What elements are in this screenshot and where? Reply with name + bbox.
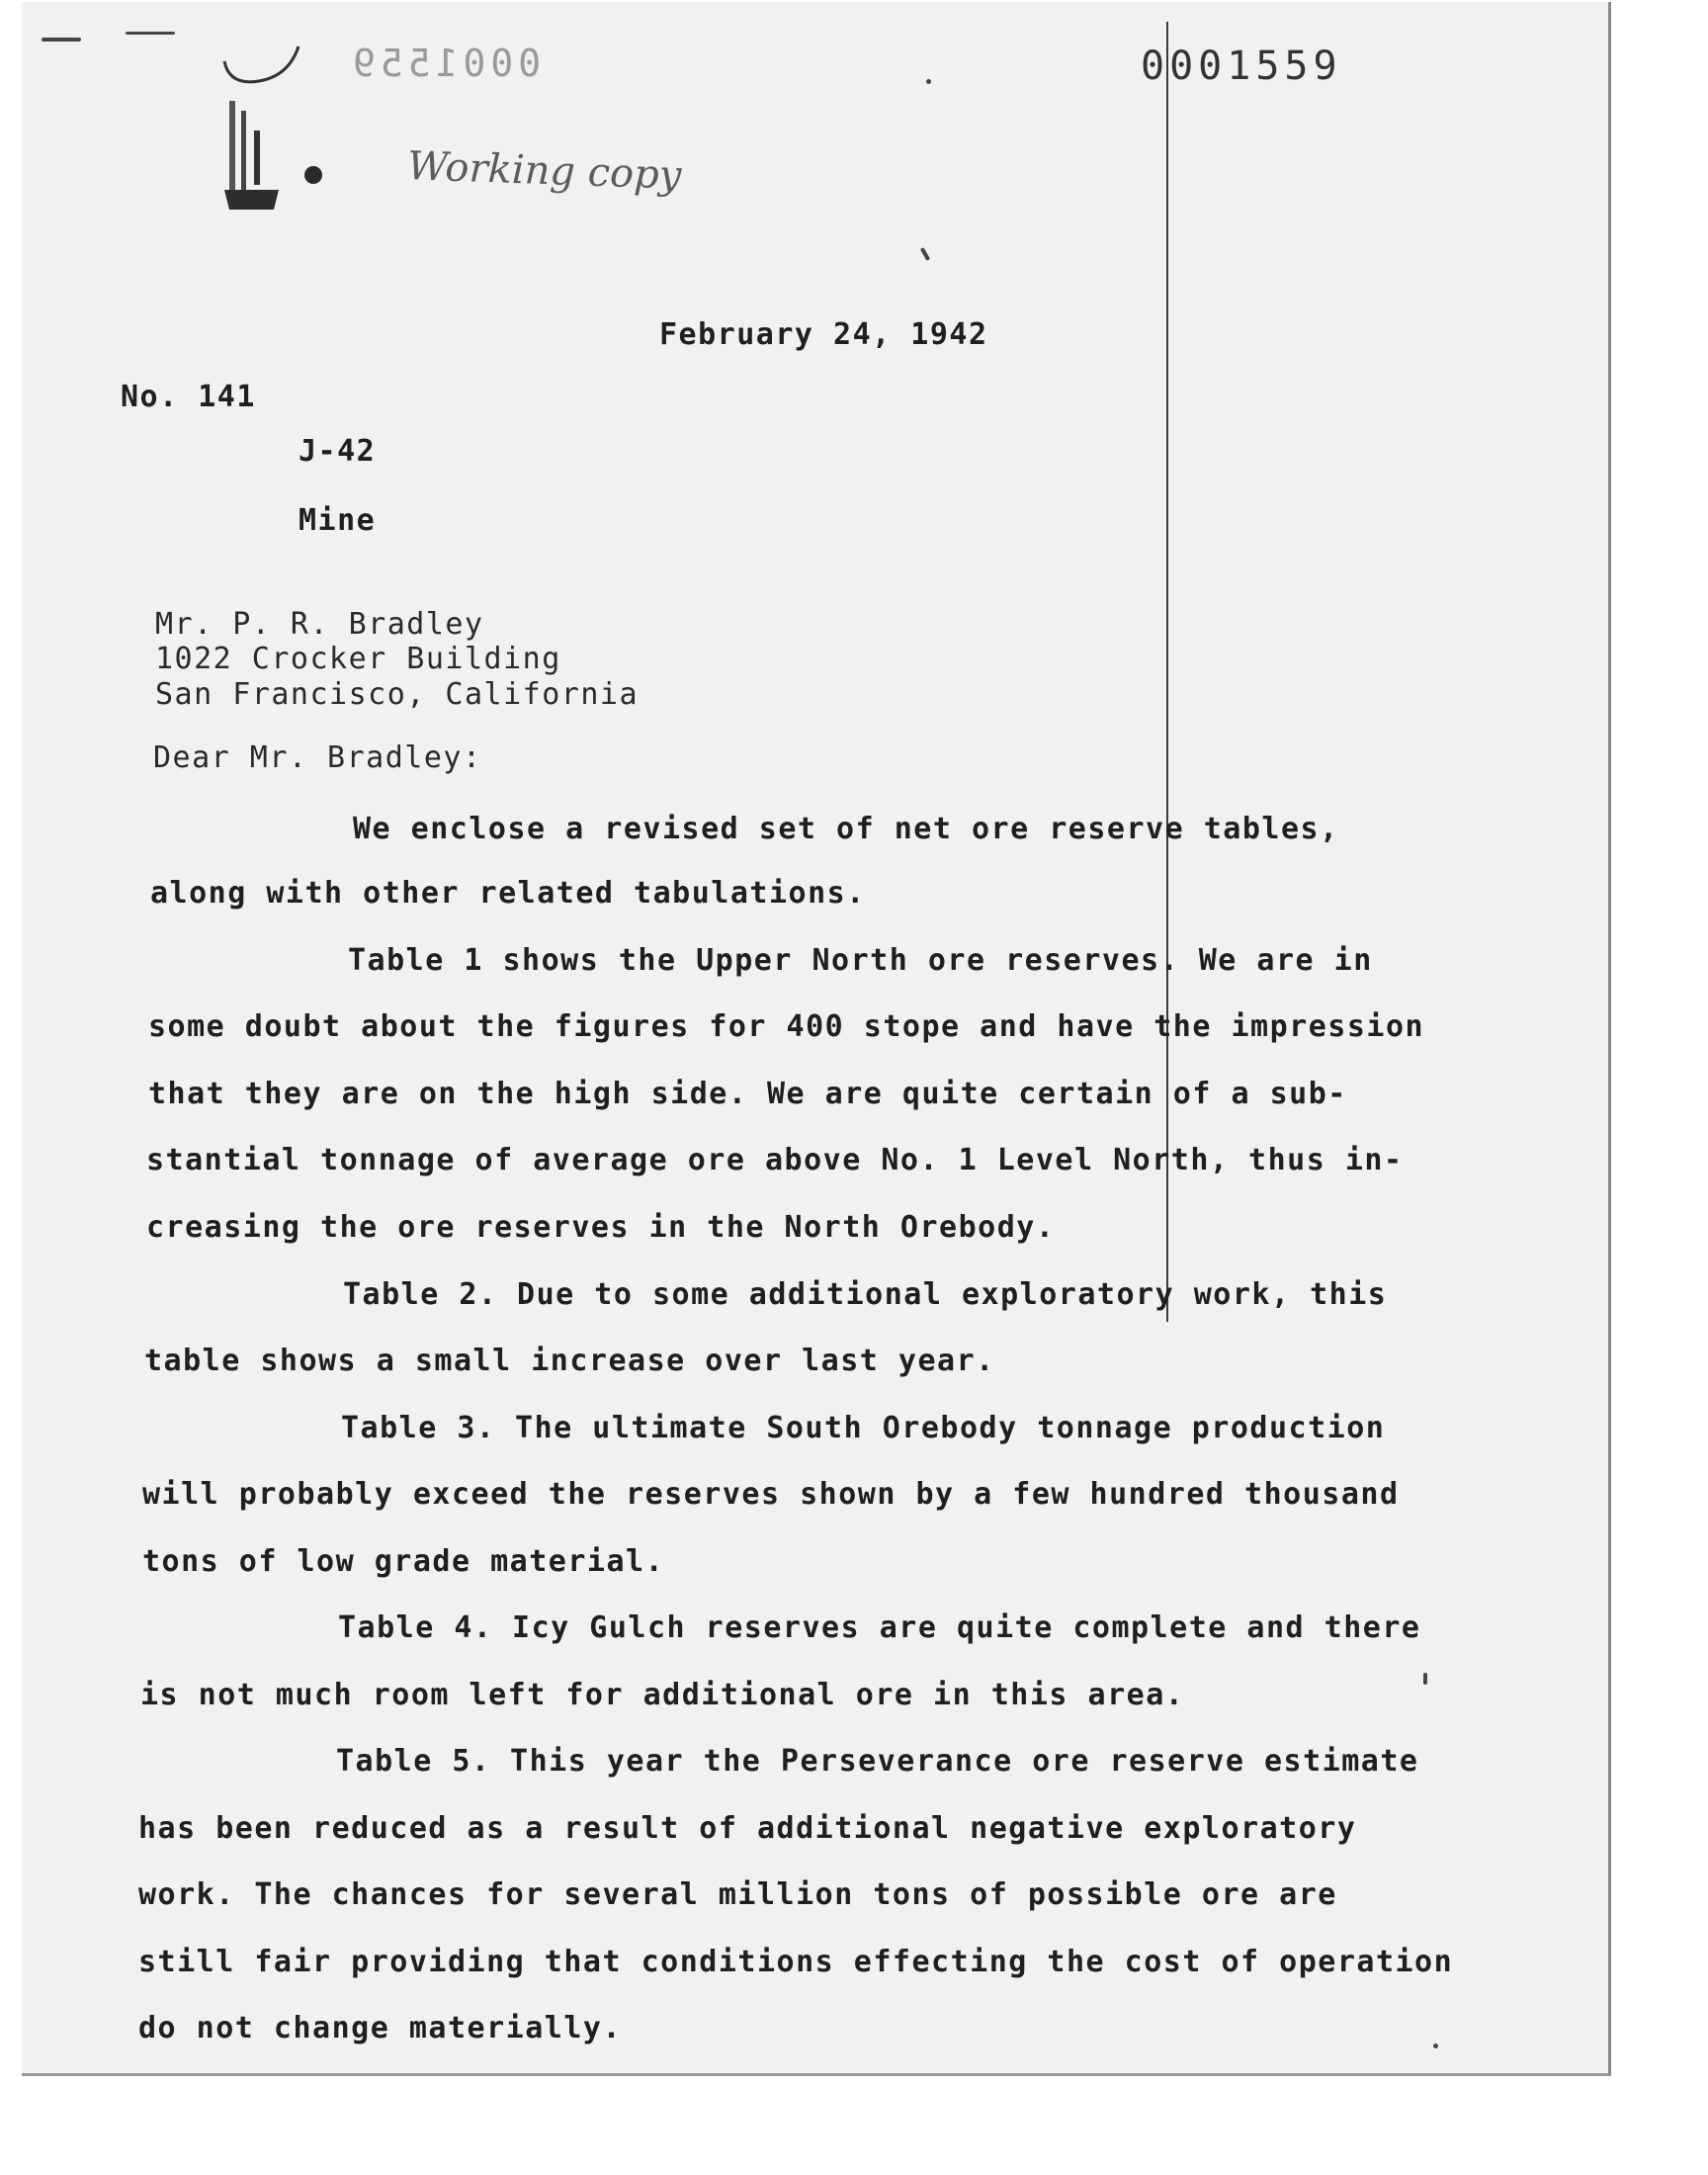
- body-line: work. The chances for several million tons of possible ore are: [138, 1877, 1337, 1912]
- body-line: Table 1 shows the Upper North ore reserves. We are in: [348, 943, 1373, 978]
- recipient-line: Mr. P. R. Bradley: [155, 607, 484, 642]
- body-line: do not change materially.: [138, 2011, 623, 2045]
- handwritten-note: Working copy: [406, 143, 683, 199]
- body-line: Table 4. Icy Gulch reserves are quite complete and there: [338, 1610, 1421, 1645]
- scan-speck: [1423, 1673, 1427, 1685]
- file-code: J-42: [299, 434, 377, 469]
- body-line: still fair providing that conditions effecting the cost of operation: [138, 1945, 1454, 1979]
- body-line: Table 5. This year the Perseverance ore reserve estimate: [336, 1744, 1419, 1779]
- body-line: is not much room left for additional ore in this area.: [140, 1678, 1185, 1712]
- body-line: stantial tonnage of average ore above No. 1 Level North, thus in-: [146, 1143, 1404, 1177]
- body-line: has been reduced as a result of additional negative exploratory: [138, 1811, 1357, 1846]
- body-line: will probably exceed the reserves shown by a few hundred thousand: [142, 1477, 1400, 1512]
- document-number: 0001559: [1141, 44, 1342, 89]
- reference-number: No. 141: [121, 380, 256, 414]
- bleed-through-number: 0001559: [348, 42, 542, 85]
- scan-speck: [42, 38, 81, 42]
- scan-speck: [1433, 2044, 1438, 2048]
- body-line: tons of low grade material.: [142, 1544, 665, 1579]
- body-line: table shows a small increase over last year.: [144, 1344, 995, 1378]
- letter-date: February 24, 1942: [659, 317, 988, 352]
- body-line: We enclose a revised set of net ore reserve tables,: [353, 812, 1339, 846]
- recipient-line: 1022 Crocker Building: [155, 642, 561, 676]
- body-line: along with other related tabulations.: [150, 876, 866, 911]
- subject-line: Mine: [299, 503, 377, 538]
- scan-speck: [926, 79, 931, 84]
- body-line: Table 3. The ultimate South Orebody tonnage production: [341, 1411, 1386, 1445]
- scan-speck: [126, 32, 175, 35]
- body-line: some doubt about the figures for 400 stope and have the impression: [148, 1009, 1425, 1044]
- scan-speck: [920, 247, 930, 261]
- fold-line: [1166, 22, 1168, 1322]
- letter-page: [22, 2, 1611, 2076]
- ink-stamp-mark: [219, 42, 338, 229]
- recipient-line: San Francisco, California: [155, 677, 640, 712]
- body-line: that they are on the high side. We are quite certain of a sub-: [148, 1077, 1347, 1111]
- body-line: creasing the ore reserves in the North Orebody.: [146, 1210, 1056, 1245]
- salutation: Dear Mr. Bradley:: [153, 740, 482, 775]
- body-line: Table 2. Due to some additional exploratory work, this: [343, 1277, 1388, 1312]
